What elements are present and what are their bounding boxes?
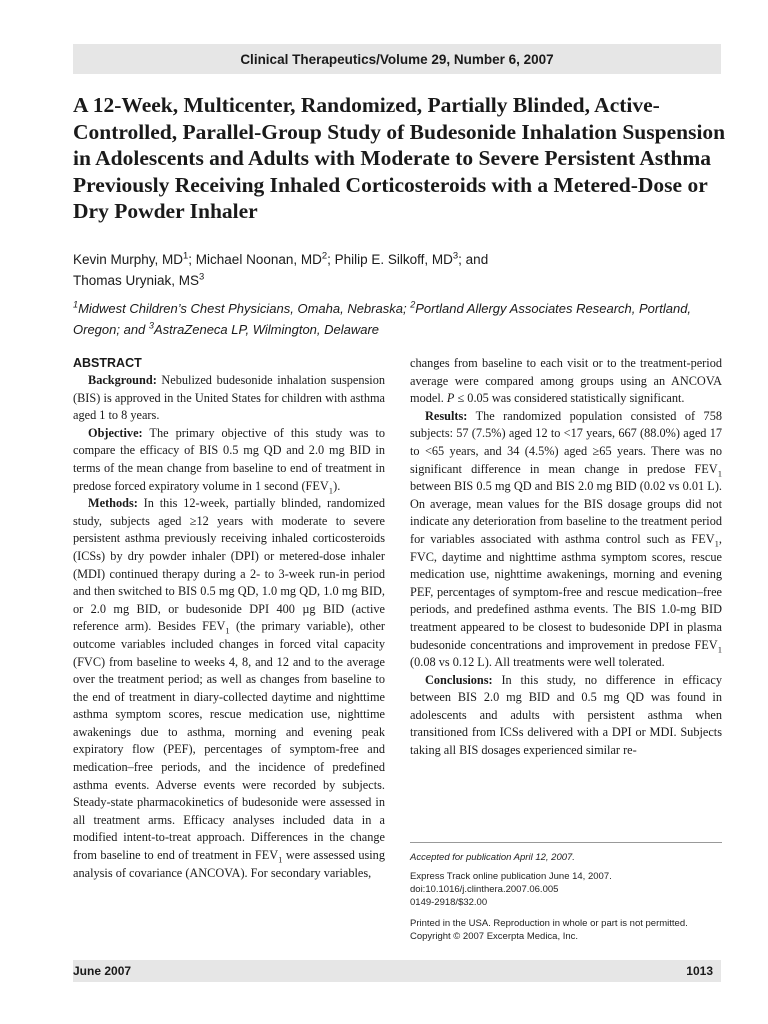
- results-text: , FVC, daytime and nighttime asthma symptom scores, rescue medication use, nighttime awakenings, morning and evening PEF, percentages of symptom-free and rescue medication–free periods, and predefined asthma events. The BIS 1.0-mg BID treatment appeared to be closest to budesonide DPI in plasma budesonide concentrations and improvement in predose FEV: [410, 531, 722, 652]
- journal-header-bar: [73, 44, 721, 74]
- author-affil-sup: 3: [452, 250, 459, 262]
- methods-cont-text: changes from baseline to each visit or to the treatment-period average were compared among groups using an ANCOVA model.: [410, 356, 722, 406]
- abstract-heading: ABSTRACT: [73, 356, 142, 370]
- footer-date: June 2007: [73, 964, 132, 978]
- issn: 0149-2918/$32.00: [410, 897, 488, 908]
- abstract-methods-continued: [410, 355, 722, 408]
- author-name: Philip E. Silkoff, MD: [334, 252, 453, 267]
- printed-notice: Printed in the USA. Reproduction in whole or part is not permitted.: [410, 918, 688, 929]
- express-track-date: Express Track online publication June 14, 2007.: [410, 871, 612, 882]
- affiliations: [73, 298, 713, 340]
- author-name: Michael Noonan, MD: [195, 252, 322, 267]
- journal-header-text: Clinical Therapeutics/Volume 29, Number 6, 2007: [240, 51, 554, 67]
- abstract-objective: [73, 425, 385, 495]
- accepted-date: Accepted for publication April 12, 2007.: [410, 852, 575, 863]
- author-separator: ;: [327, 252, 335, 267]
- author-separator: ; and: [458, 252, 489, 267]
- affil-text: Midwest Children’s Chest Physicians, Omaha, Nebraska;: [78, 301, 411, 316]
- author-affil-sup: 2: [321, 250, 328, 262]
- results-text: between BIS 0.5 mg QD and BIS 2.0 mg BID (0.02 vs 0.01 L). On average, mean values for the BIS dosage groups did not indicate any deterioration from baseline to the treatment period for variables associated with asthma control such as FEV: [410, 479, 722, 546]
- author-affil-sup: 3: [199, 271, 205, 283]
- methods-text: (the primary variable), other outcome variables included changes in forced vital capacity (FVC) from baseline to weeks 4, 8, and 12 and to the average over the treatment period; as well as changes from baseline to the end of treatment in diary-collected daytime and nighttime asthma symptom scores, rescue medication use, nighttime awakenings due to asthma, morning and evening peak expiratory flow (PEF), percentages of symptom-free and medication–free periods, and the incidence of predefined asthma events. Adverse events were recorded by subjects. Steady-state pharmacokinetics of budesonide were assessed in all treatment arms. Efficacy analyses included data in a modified intent-to-treat approach. Differences in the change from baseline to end of treatment in FEV: [73, 619, 386, 863]
- author-separator: ;: [188, 252, 196, 267]
- author-list: [73, 249, 713, 291]
- results-label: Results:: [425, 408, 468, 423]
- affil-text: AstraZeneca LP, Wilmington, Delaware: [153, 322, 380, 337]
- abstract-background: [73, 372, 385, 425]
- background-label: Background:: [88, 373, 157, 387]
- author-affil-sup: 1: [183, 250, 189, 262]
- methods-text: In this 12-week, partially blinded, randomized study, subjects aged ≥12 years with moderate to severe persistent asthma previously receiving inhaled corticosteroids (ICSs) by dry powder inhaler (DPI) or metered-dose inhaler (MDI) continued therapy during a 2- to 3-week run-in period and then switched to BIS 0.5 mg QD, 1.0 mg QD, 1.0 mg BID, or 2.0 mg BID, or budesonide DPI 400 µg BID (active reference arm). Besides FEV: [73, 496, 385, 634]
- author-name: Thomas Uryniak, MS: [73, 273, 200, 288]
- methods-label: Methods:: [88, 496, 138, 511]
- subscript: 1: [225, 625, 230, 636]
- abstract-left-column: [73, 355, 385, 882]
- subscript: 1: [328, 485, 334, 496]
- subscript: 1: [717, 468, 722, 479]
- results-text: (0.08 vs 0.12 L). All treatments were well tolerated.: [410, 655, 665, 670]
- publication-footnote: [410, 842, 722, 943]
- methods-text: were assessed using analysis of covariance (ANCOVA). For secondary variables,: [73, 848, 385, 880]
- article-title: A 12-Week, Multicenter, Randomized, Partially Blinded, Active-Controlled, Parallel-Group Study of Budesonide Inhalation Suspension in Adolescents and Adults with Moderate to Severe Persistent Asthma Previously Receiving Inhaled Corticosteroids with a Metered-Dose or Dry Powder Inhaler: [73, 93, 726, 223]
- conclusions-label: Conclusions:: [425, 672, 493, 687]
- p-value-symbol: P: [446, 391, 455, 406]
- affil-sup: 3: [148, 320, 154, 331]
- subscript: 1: [278, 854, 283, 865]
- author-name: Kevin Murphy, MD: [73, 252, 184, 267]
- abstract-conclusions: [410, 672, 722, 760]
- abstract-right-column: [410, 355, 722, 760]
- methods-cont-text: ≤ 0.05 was considered statistically significant.: [454, 391, 685, 406]
- subscript: 1: [717, 643, 722, 654]
- subscript: 1: [714, 538, 719, 549]
- abstract-results: [410, 408, 722, 672]
- background-text: Nebulized budesonide inhalation suspension (BIS) is approved in the United States for children with asthma aged 1 to 8 years.: [73, 373, 385, 423]
- objective-text: The primary objective of this study was to compare the efficacy of BIS 0.5 mg QD and 2.0 mg BID in terms of the mean change from baseline to end of treatment in predose forced expiratory volume in 1 second (FEV: [73, 425, 385, 493]
- affil-sup: 2: [410, 299, 416, 310]
- results-text: The randomized population consisted of 758 subjects: 57 (7.5%) aged 12 to <17 years, 667 (88.0%) aged 17 to <65 years, and 34 (4.5%) aged ≥65 years. There was no significant difference in mean change in predose FEV: [410, 408, 722, 476]
- affil-text: Portland Allergy Associates Research, Portland, Oregon; and: [73, 301, 692, 337]
- copyright-notice: Copyright © 2007 Excerpta Medica, Inc.: [410, 931, 579, 942]
- abstract-methods: [73, 495, 385, 882]
- doi: doi:10.1016/j.clinthera.2007.06.005: [410, 884, 559, 895]
- objective-end: ).: [333, 478, 341, 493]
- affil-sup: 1: [73, 299, 79, 310]
- page-footer-bar: [73, 960, 721, 982]
- conclusions-text: In this study, no difference in efficacy between BIS 2.0 mg BID and 0.5 mg QD was found in adolescents and adults with persistent asthma when transitioned from ICSs delivered with a DPI or MDI. Subjects taking all BIS dosages experienced similar re-: [410, 672, 722, 758]
- objective-label: Objective:: [88, 425, 143, 440]
- page-number: 1013: [686, 964, 713, 978]
